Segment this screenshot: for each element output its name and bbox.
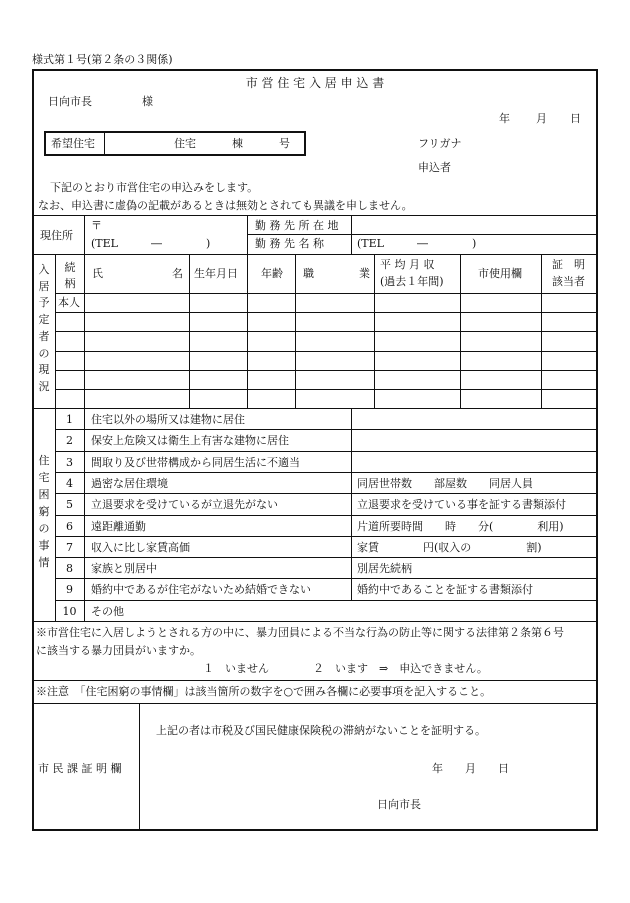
date-year: 年 [499,112,510,125]
hardship-note[interactable]: 立退要求を受けている事を証する書類添付 [357,498,566,511]
proof-header-1: 証 明 [552,258,585,271]
hardship-text: 住宅以外の場所又は建物に居住 [91,413,245,426]
work-tel[interactable]: (TEL ― ) [357,237,477,250]
certification-statement: 上記の者は市税及び国民健康保険税の滞納がないことを証明する。 [156,724,486,737]
desired-house-label: 希望住宅 [51,137,95,150]
income-header-1: 平 均 月 収 [380,258,435,271]
work-name-label: 勤 務 先 名 称 [255,237,324,250]
job-header-left: 職 [303,267,314,280]
hardship-number[interactable]: 3 [66,456,73,469]
certification-signer: 日向市長 [377,798,421,811]
hardship-number[interactable]: 9 [66,583,73,596]
row-divider [55,451,598,452]
applicant-label: 申込者 [418,161,451,174]
income-header-2: (過去１年間) [380,275,444,288]
hardship-text: その他 [91,605,124,618]
row-divider [55,578,598,579]
hardship-number[interactable]: 7 [66,541,73,554]
hardship-note[interactable]: 別居先続柄 [357,562,412,575]
intro-line-2: なお、申込書に虚偽の記載があるときは無効とされても異議を申しません。 [38,199,413,212]
birth-header: 生年月日 [194,267,238,280]
hardship-text: 遠距離通勤 [91,520,146,533]
row-divider [55,536,598,537]
hardship-number[interactable]: 10 [62,605,77,618]
proof-header-2: 該当者 [552,275,585,288]
address-label: 現住所 [40,229,73,242]
hardship-number[interactable]: 4 [66,477,73,490]
residents-side-label: 入 居 予 定 者 の 現 況 [38,263,50,394]
hardship-number[interactable]: 1 [66,413,73,426]
certification-label: 市 民 課 証 明 欄 [38,762,122,775]
row-divider [55,600,351,601]
row-divider [55,515,598,516]
date-day: 日 [570,112,581,125]
hardship-text: 家族と別居中 [91,562,157,575]
hardship-number[interactable]: 2 [66,434,73,447]
hardship-note[interactable]: 家賃 円(収入の 割) [357,541,542,554]
number-label: 号 [279,137,290,150]
hardship-text: 保安上危険又は衛生上有害な建物に居住 [91,434,289,447]
row-divider [55,429,598,430]
furigana-label: フリガナ [418,137,462,150]
gang-question-line-2: に該当する暴力団員がいますか。 [36,644,201,657]
date-month: 月 [536,112,547,125]
hardship-number[interactable]: 6 [66,520,73,533]
city-use-header: 市使用欄 [478,267,522,280]
hardship-number[interactable]: 8 [66,562,73,575]
self-relation: 本人 [58,296,80,309]
row-divider [55,472,598,473]
row-divider [55,493,598,494]
job-header-right: 業 [359,267,370,280]
hardship-text: 間取り及び世帯構成から同居生活に不適当 [91,456,300,469]
form-number: 様式第１号(第２条の３関係) [32,53,173,66]
row-divider [351,600,598,601]
building-label: 棟 [232,137,243,150]
hardship-note[interactable]: 同居世帯数 部屋数 同居人員 [357,477,533,490]
intro-line-1: 下記のとおり市営住宅の申込みをします。 [50,181,259,194]
postal-mark: 〒 [91,219,102,232]
addressee-honorific: 様 [142,95,153,108]
work-location-label: 勤 務 先 所 在 地 [255,219,339,232]
addressee: 日向市長 [48,95,92,108]
form-title: 市 営 住 宅 入 居 申 込 書 [245,76,385,90]
hardship-text: 婚約中であるが住宅がないため結婚できない [91,583,311,596]
name-header-left: 氏 [92,267,103,280]
gang-options[interactable]: １ いません ２ います ⇒ 申込できません。 [203,662,488,675]
hardship-side-label: 住 宅 困 窮 の 事 情 [38,454,50,570]
gang-question-line-1: ※市営住宅に入居しようとされる方の中に、暴力団員による不当な行為の防止等に関する法律第２条第６号 [36,626,564,639]
house-label: 住宅 [174,137,196,150]
hardship-note[interactable]: 婚約中であることを証する書類添付 [357,583,533,596]
hardship-text: 収入に比し家賃高価 [91,541,190,554]
relation-header: 続 柄 [64,261,76,290]
address-tel[interactable]: (TEL ― ) [91,237,211,250]
certification-date: 年 月 日 [432,762,509,775]
attention-note: ※注意 「住宅困窮の事情欄」は該当箇所の数字を○で囲み各欄に必要事項を記入すること。 [36,685,492,698]
hardship-text: 立退要求を受けているが立退先がない [91,498,278,511]
hardship-number[interactable]: 5 [66,498,73,511]
hardship-note[interactable]: 片道所要時間 時 分( 利用) [357,520,564,533]
age-header: 年齢 [261,267,283,280]
name-header-right: 名 [172,267,183,280]
hardship-text: 過密な居住環境 [91,477,168,490]
row-divider [55,557,598,558]
